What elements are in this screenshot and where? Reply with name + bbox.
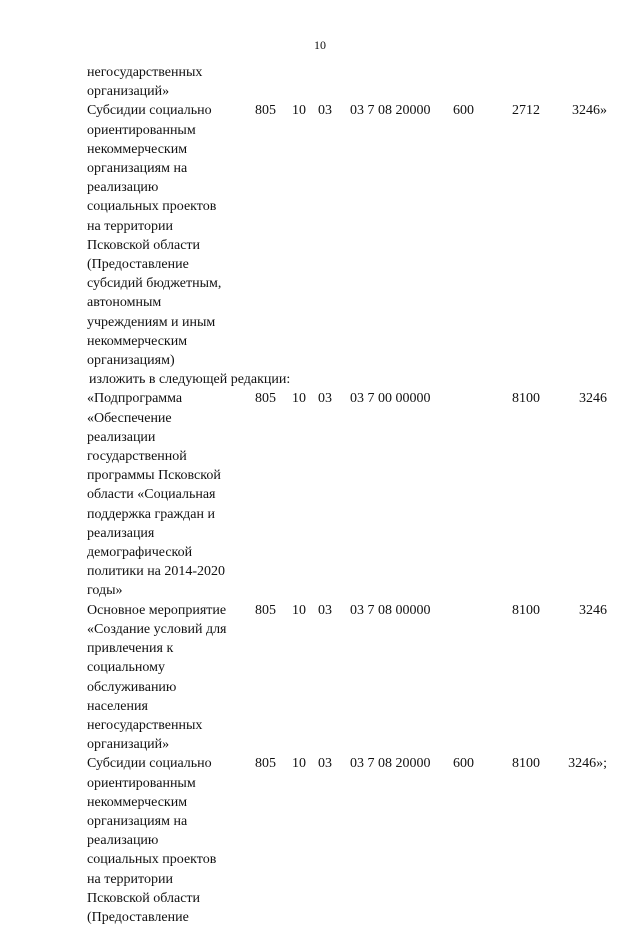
description-line: организаций» [87, 737, 170, 753]
target-article-code: 03 7 08 20000 [350, 103, 431, 119]
table-row [0, 754, 640, 927]
description-line: «Подпрограмма [87, 391, 183, 407]
section-code: 10 [292, 103, 306, 119]
row-description [87, 63, 262, 101]
amount-2: 3246 [579, 391, 607, 407]
amendment-statement: изложить в следующей редакции: [89, 372, 291, 388]
table-row [0, 101, 640, 370]
description-line: на территории [87, 218, 173, 234]
description-line: программы Псковской [87, 468, 221, 484]
description-line: Основное мероприятие [87, 602, 227, 618]
section-code: 10 [292, 391, 306, 407]
description-line: населения [87, 698, 148, 714]
description-line: некоммерческим [87, 333, 188, 349]
section-code: 10 [292, 756, 306, 772]
description-line: реализации [87, 429, 156, 445]
description-line: Псковской области [87, 890, 201, 906]
subsection-code: 03 [318, 756, 332, 772]
expense-type-code: 600 [453, 103, 474, 119]
target-article-code: 03 7 08 00000 [350, 602, 431, 618]
kvsr-code: 805 [255, 756, 276, 772]
description-line: автономным [87, 295, 162, 311]
description-line: организациям на [87, 161, 188, 177]
kvsr-code: 805 [255, 391, 276, 407]
description-line: реализацию [87, 833, 159, 849]
subsection-code: 03 [318, 391, 332, 407]
description-line: (Предоставление [87, 257, 189, 273]
description-line: «Обеспечение [87, 410, 172, 426]
description-line: социальных проектов [87, 852, 217, 868]
kvsr-code: 805 [255, 103, 276, 119]
description-line: реализацию [87, 180, 159, 196]
target-article-code: 03 7 00 00000 [350, 391, 431, 407]
description-line: годы» [87, 583, 123, 599]
row-description [87, 101, 262, 370]
description-line: некоммерческим [87, 141, 188, 157]
description-line: поддержка граждан и [87, 506, 215, 522]
description-line: демографической [87, 545, 193, 561]
amount-1: 8100 [512, 602, 540, 618]
row-description [87, 601, 262, 755]
description-line: ориентированным [87, 775, 196, 791]
description-line: социальному [87, 660, 165, 676]
description-line: некоммерческим [87, 794, 188, 810]
description-line: привлечения к [87, 641, 174, 657]
description-line: учреждениям и иным [87, 314, 216, 330]
kvsr-code: 805 [255, 602, 276, 618]
description-line: субсидий бюджетным, [87, 276, 222, 292]
amount-2: 3246» [572, 103, 607, 119]
page-number: 10 [314, 38, 326, 52]
description-line: социальных проектов [87, 199, 217, 215]
amount-1: 8100 [512, 391, 540, 407]
description-line: Субсидии социально [87, 756, 212, 772]
subsection-code: 03 [318, 602, 332, 618]
description-line: (Предоставление [87, 909, 189, 925]
description-line: политики на 2014-2020 [87, 564, 226, 580]
description-line: негосударственных [87, 717, 203, 733]
table-row [0, 389, 640, 600]
amount-1: 2712 [512, 103, 540, 119]
description-line: Субсидии социально [87, 103, 212, 119]
section-code: 10 [292, 602, 306, 618]
description-line: обслуживанию [87, 679, 177, 695]
amount-1: 8100 [512, 756, 540, 772]
table-row [0, 601, 640, 755]
table-row [0, 63, 640, 101]
description-line: организациям на [87, 813, 188, 829]
description-line: на территории [87, 871, 173, 887]
budget-table [0, 63, 640, 927]
description-line: организациям) [87, 353, 175, 369]
amount-2: 3246 [579, 602, 607, 618]
description-line: ориентированным [87, 122, 196, 138]
description-line: негосударственных [87, 65, 203, 80]
description-line: организаций» [87, 84, 170, 100]
description-line: государственной [87, 449, 187, 465]
target-article-code: 03 7 08 20000 [350, 756, 431, 772]
amount-2: 3246»; [568, 756, 607, 772]
row-description [87, 389, 262, 600]
subsection-code: 03 [318, 103, 332, 119]
row-description [87, 754, 262, 927]
description-line: Псковской области [87, 237, 201, 253]
description-line: «Создание условий для [87, 621, 227, 637]
expense-type-code: 600 [453, 756, 474, 772]
description-line: области «Социальная [87, 487, 216, 503]
description-line: реализация [87, 525, 155, 541]
